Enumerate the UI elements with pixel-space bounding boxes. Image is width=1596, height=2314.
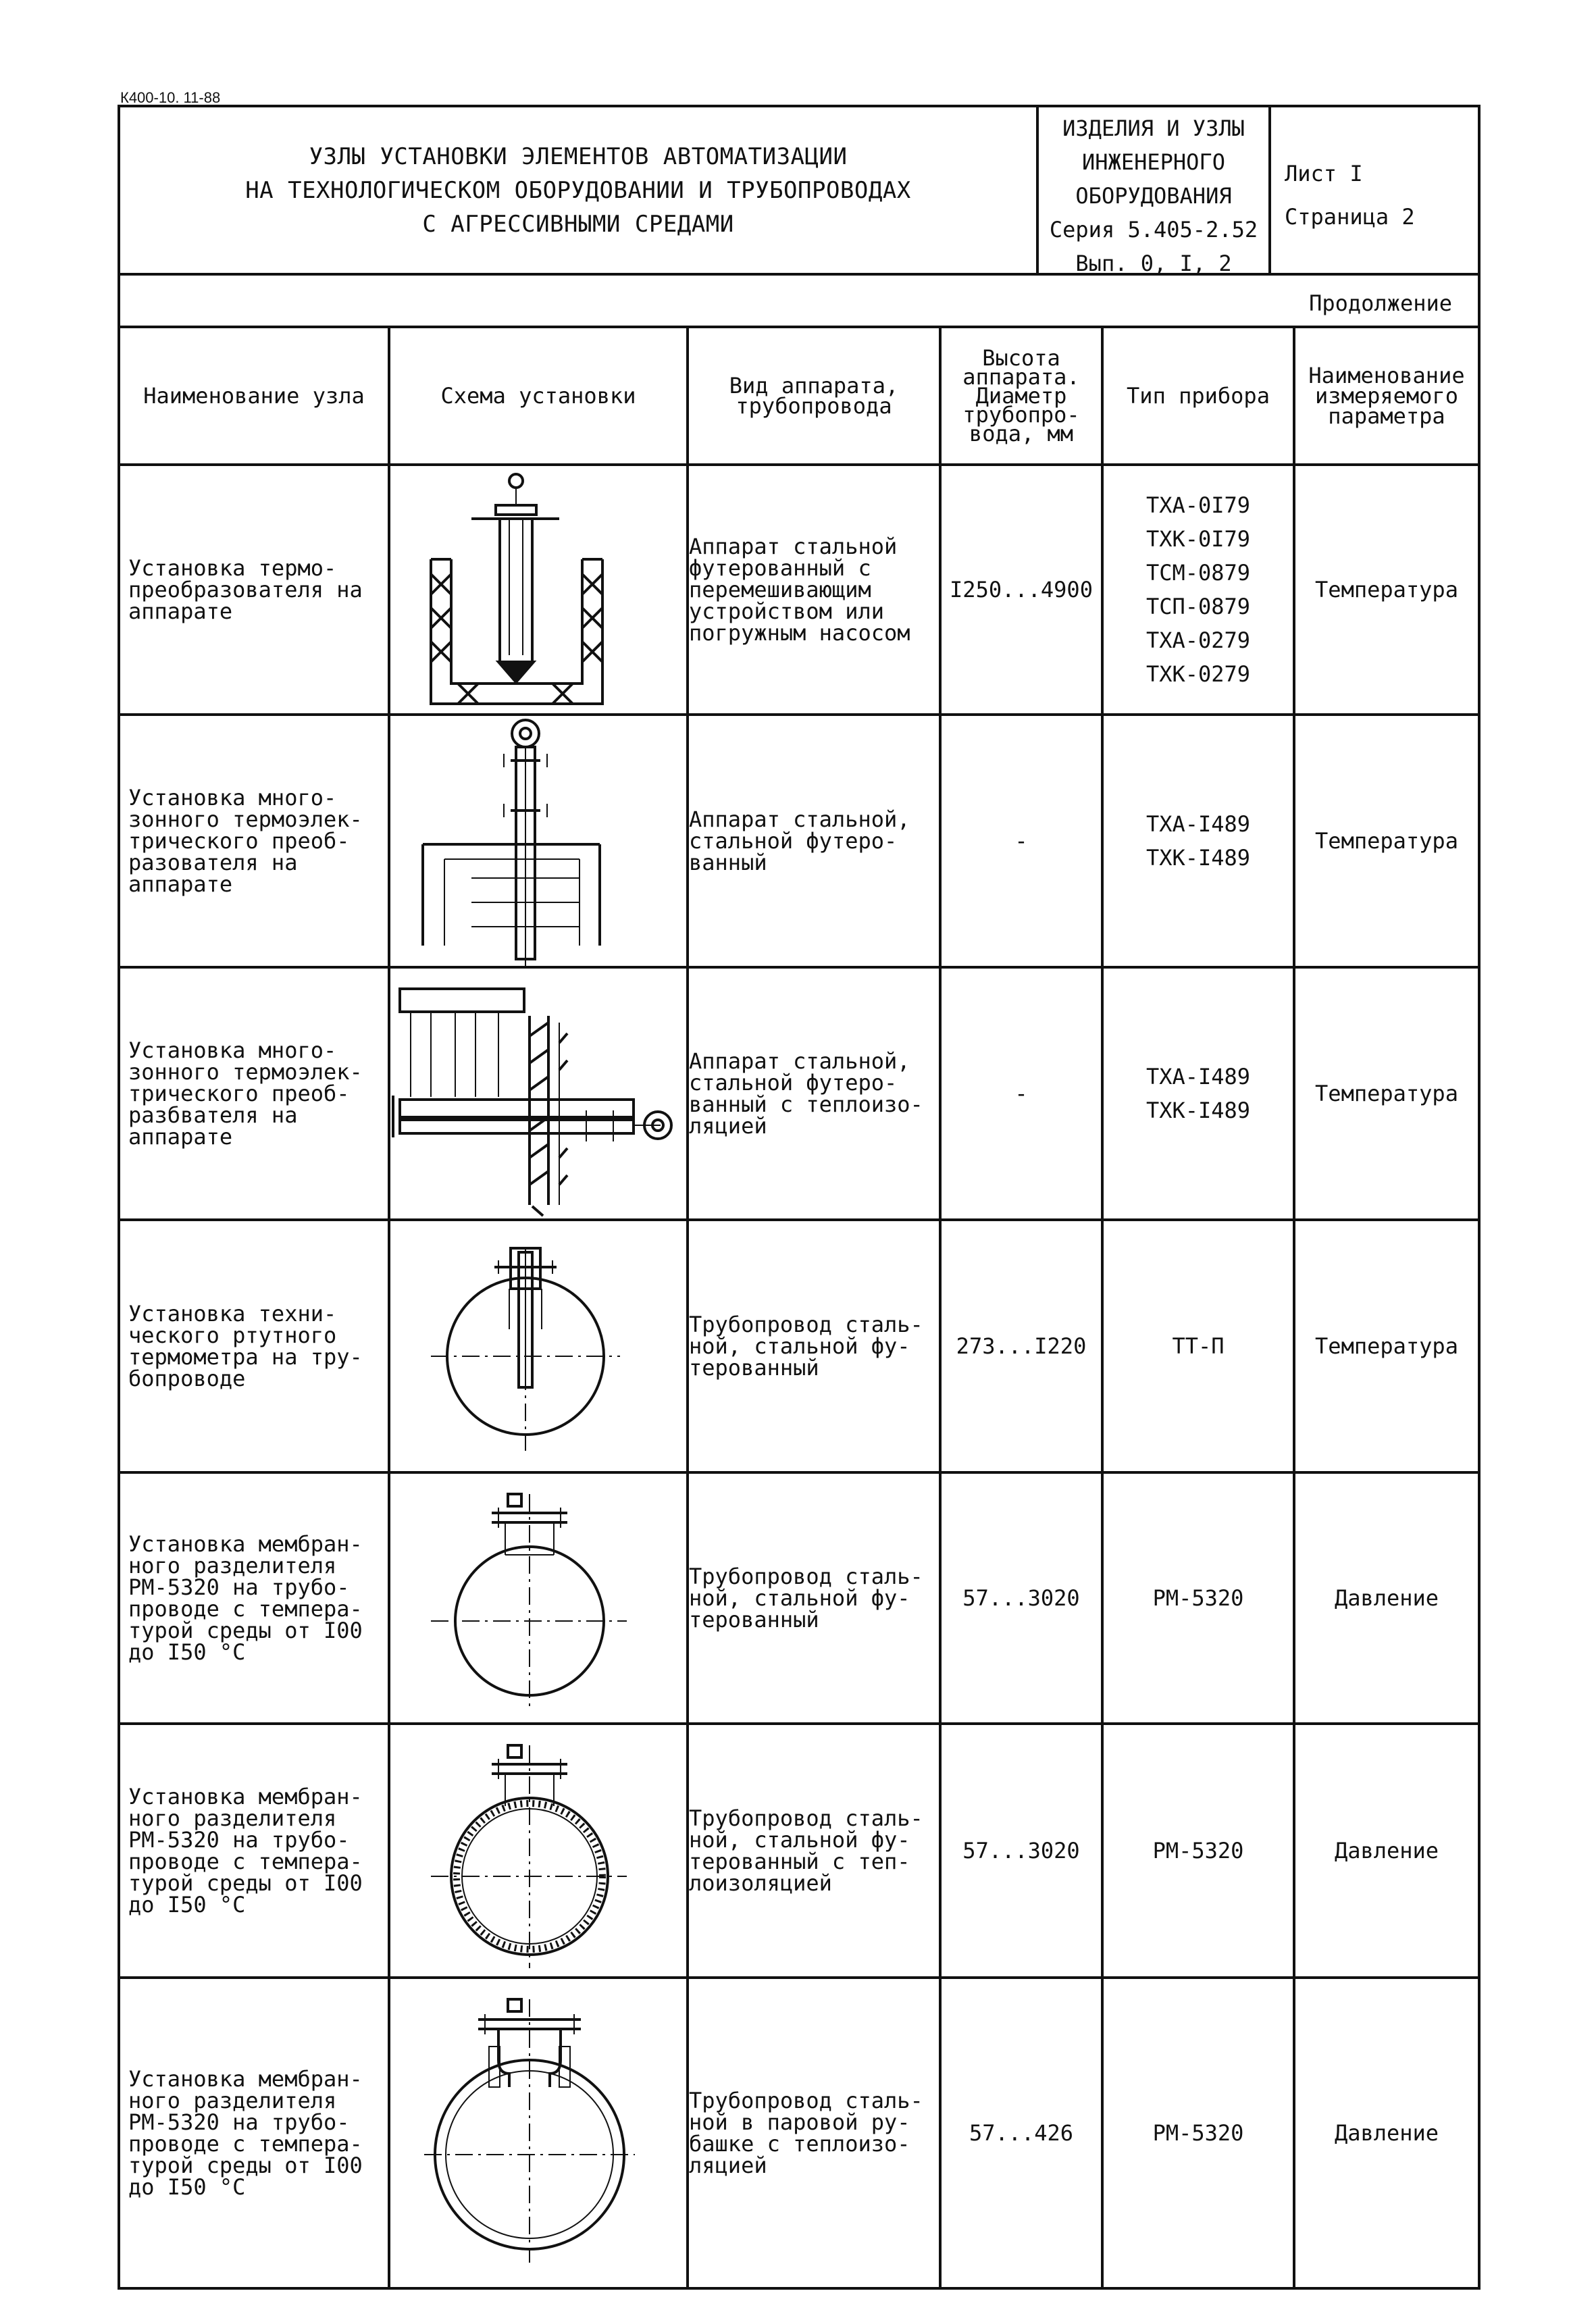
document-sheet — [118, 105, 1481, 2290]
thermometer-pipe-diagram-icon — [390, 1221, 686, 1471]
col-header-name: Наименование узла — [143, 383, 365, 409]
row-1-device-1: ТХА-0I79 — [1145, 492, 1251, 518]
row-7-name: Установка мембран- ного разделителя РМ-5320 на трубо- проводе с темпера- турой среды от I00 до I50 °С — [128, 2066, 363, 2200]
title-line-2: НА ТЕХНОЛОГИЧЕСКОМ ОБОРУДОВАНИИ И ТРУБОПРОВОДАХ — [245, 177, 911, 204]
row-1-size: I250...4900 — [950, 577, 1093, 602]
row-3-device-2: ТХК-I489 — [1145, 1098, 1251, 1123]
row-5-name: Установка мембран- ного разделителя РМ-5320 на трубо- проводе с темпера- турой среды от I00 до I50 °С — [128, 1531, 363, 1665]
series-number: Серия 5.405-2.52 — [1049, 217, 1258, 242]
row-4-name: Установка техни- ческого ртутного термометра на тру- бопроводе — [128, 1301, 363, 1391]
series-line-2: ИНЖЕНЕРНОГО — [1082, 149, 1225, 175]
row-4-schema — [390, 1221, 686, 1474]
col-header-schema: Схема установки — [440, 383, 636, 409]
row-2-devices — [1104, 716, 1293, 966]
row-4-devices — [1104, 1221, 1293, 1471]
col-header-parameter: Наименование измеряемого параметра — [1308, 363, 1465, 429]
title-line-3: С АГРЕССИВНЫМИ СРЕДАМИ — [422, 211, 734, 238]
row-3-schema — [390, 969, 686, 1221]
membrane-insulated-pipe-diagram-icon — [390, 1725, 686, 1976]
membrane-pipe-diagram-icon — [390, 1474, 686, 1722]
row-7-parameter: Давление — [1334, 2120, 1439, 2146]
row-6-device-1: РМ-5320 — [1152, 1838, 1244, 1863]
row-1-device-5: ТХА-0279 — [1145, 627, 1251, 653]
series-line-1: ИЗДЕЛИЯ И УЗЛЫ — [1062, 115, 1245, 141]
page-number: Страница 2 — [1285, 204, 1415, 230]
row-5-device-1: РМ-5320 — [1152, 1585, 1244, 1611]
row-4-apparatus: Трубопровод сталь- ной, стальной фу- терованный — [689, 1312, 923, 1381]
row-1-device-4: ТСП-0879 — [1145, 594, 1251, 619]
row-5-devices — [1104, 1474, 1293, 1722]
row-5-parameter: Давление — [1334, 1585, 1439, 1611]
row-3-apparatus: Аппарат стальной, стальной футеро- ванный с теплоизо- ляцией — [689, 1048, 923, 1139]
document-title — [120, 140, 1036, 241]
col-header-apparatus: Вид аппарата, трубопровода — [729, 373, 899, 419]
row-1-device-2: ТХК-0I79 — [1145, 526, 1251, 552]
row-2-device-2: ТХК-I489 — [1145, 845, 1251, 871]
multizone-vertical-diagram-icon — [390, 716, 686, 966]
row-6-size: 57...3020 — [962, 1838, 1080, 1863]
title-block — [120, 107, 1478, 276]
row-2-device-1: ТХА-I489 — [1145, 811, 1251, 837]
row-1-device-3: ТСМ-0879 — [1145, 560, 1251, 586]
col-header-size: Высота аппарата. Диаметр трубопро- вода, мм — [962, 345, 1080, 446]
row-5-size: 57...3020 — [962, 1585, 1080, 1611]
row-5-schema — [390, 1474, 686, 1725]
row-6-name: Установка мембран- ного разделителя РМ-5320 на трубо- проводе с темпера- турой среды от I00 до I50 °С — [128, 1784, 363, 1918]
continuation-label: Продолжение — [1309, 290, 1452, 316]
row-2-name: Установка много- зонного термоэлек- трического преоб- разователя на аппарате — [128, 785, 363, 897]
issue-number: Вып. 0, I, 2 — [1075, 251, 1232, 276]
row-3-devices — [1104, 969, 1293, 1218]
row-2-parameter: Температура — [1315, 828, 1458, 854]
row-6-apparatus: Трубопровод сталь- ной, стальной фу- терованный с теп- лоизоляцией — [689, 1805, 923, 1896]
row-3-parameter: Температура — [1315, 1081, 1458, 1106]
row-2-schema — [390, 716, 686, 969]
row-6-parameter: Давление — [1334, 1838, 1439, 1863]
row-7-size: 57...426 — [969, 2120, 1074, 2146]
series-line-3: ОБОРУДОВАНИЯ — [1075, 183, 1232, 209]
title-line-1: УЗЛЫ УСТАНОВКИ ЭЛЕМЕНТОВ АВТОМАТИЗАЦИИ — [309, 143, 848, 170]
row-4-size: 273...I220 — [956, 1333, 1087, 1359]
row-6-devices — [1104, 1725, 1293, 1976]
thermo-in-lined-vessel-diagram-icon — [390, 466, 686, 713]
row-7-schema — [390, 1979, 686, 2290]
row-7-apparatus: Трубопровод сталь- ной в паровой ру- башке с теплоизо- ляцией — [689, 2088, 923, 2178]
row-5-apparatus: Трубопровод сталь- ной, стальной фу- терованный — [689, 1564, 923, 1632]
row-1-devices — [1104, 466, 1293, 713]
document-code: К400-10. 11-88 — [120, 89, 221, 106]
row-1-device-6: ТХК-0279 — [1145, 661, 1251, 687]
row-1-schema — [390, 466, 686, 716]
row-4-parameter: Температура — [1315, 1333, 1458, 1359]
row-1-apparatus: Аппарат стальной футерованный с перемешивающим устройством или погружным насосом — [689, 534, 910, 646]
row-3-device-1: ТХА-I489 — [1145, 1064, 1251, 1089]
row-2-size: - — [1014, 828, 1028, 854]
row-7-device-1: РМ-5320 — [1152, 2120, 1244, 2146]
row-3-name: Установка много- зонного термоэлек- трического преоб- разбвателя на аппарате — [128, 1037, 363, 1150]
series-block — [1039, 111, 1268, 280]
sheet-number: Лист I — [1285, 161, 1363, 186]
col-header-device: Тип прибора — [1127, 383, 1270, 409]
multizone-horizontal-diagram-icon — [390, 969, 686, 1218]
row-7-devices — [1104, 1979, 1293, 2287]
sheet-block — [1285, 152, 1415, 238]
row-1-name: Установка термо- преобразователя на аппарате — [128, 555, 363, 624]
row-1-parameter: Температура — [1315, 577, 1458, 602]
membrane-jacketed-pipe-diagram-icon — [390, 1979, 686, 2287]
row-2-apparatus: Аппарат стальной, стальной футеро- ванный — [689, 806, 910, 875]
row-6-schema — [390, 1725, 686, 1979]
row-3-size: - — [1014, 1081, 1028, 1106]
row-4-device-1: ТТ-П — [1172, 1333, 1225, 1359]
continuation-row — [120, 276, 1478, 328]
